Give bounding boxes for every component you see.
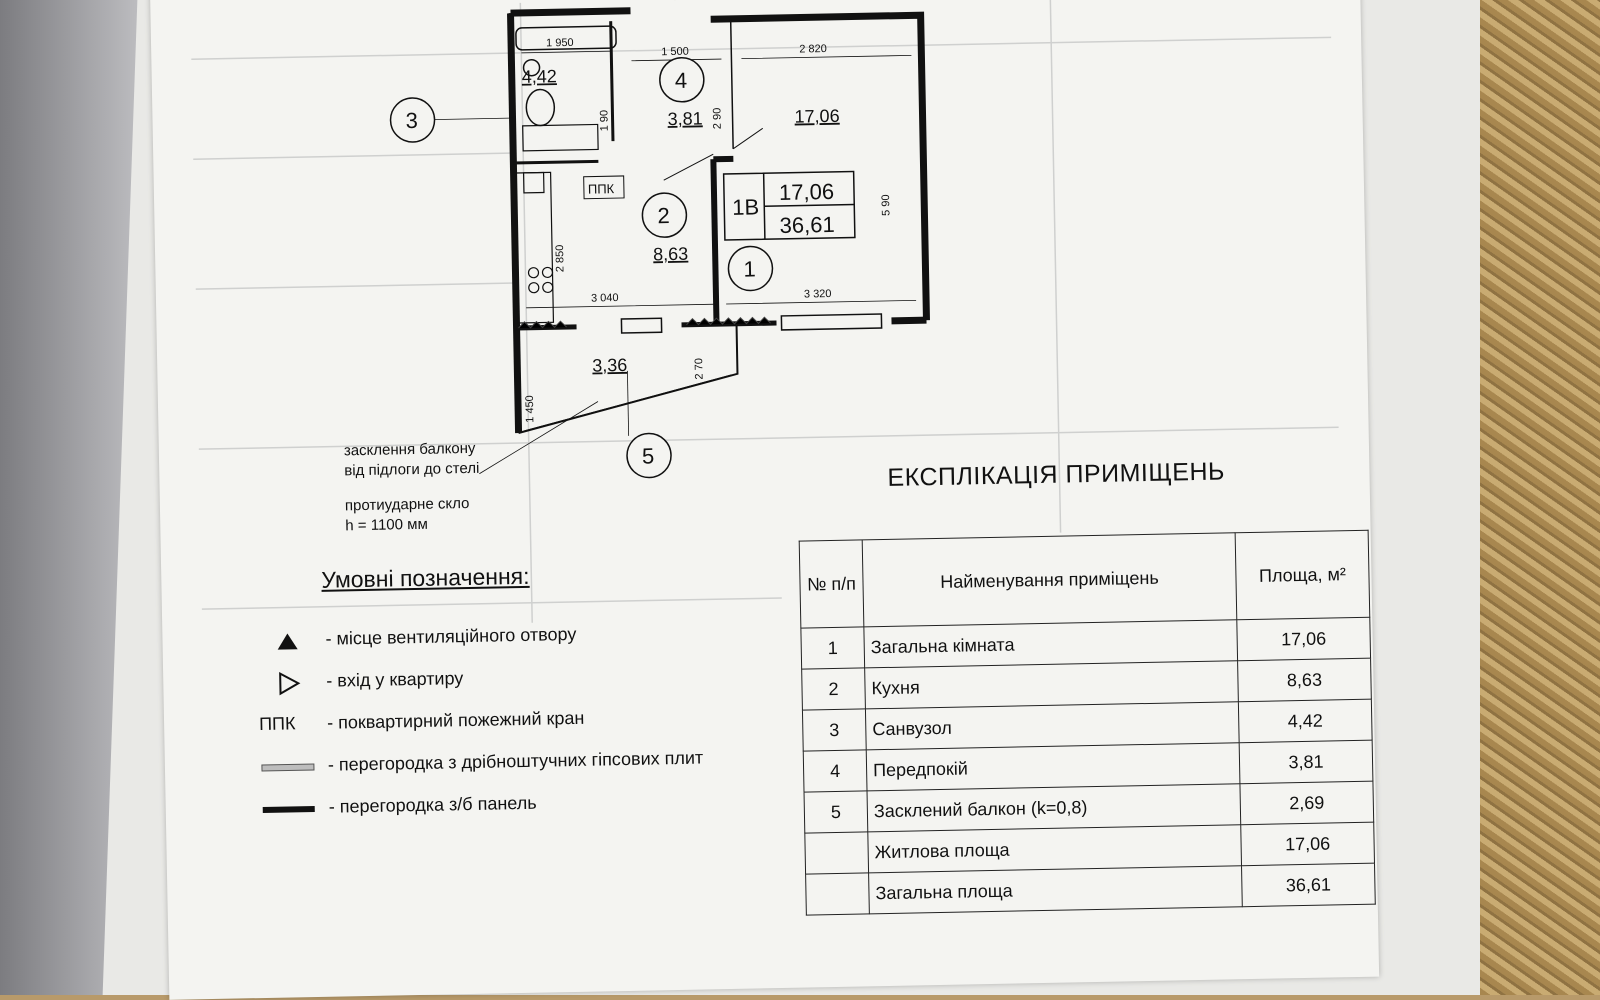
dim-1500: 1 500 <box>661 45 689 59</box>
glazing-note-line-2: від підлоги до стелі <box>344 459 480 480</box>
header-area: Площа, м² <box>1235 530 1370 620</box>
room-area-5: 3,36 <box>592 354 628 376</box>
row-area: 2,69 <box>1240 781 1374 825</box>
triangle-up-icon <box>257 629 317 654</box>
room-callout-4: 4 <box>674 67 688 93</box>
row-num: 3 <box>802 709 866 751</box>
dim-1450: 1 450 <box>523 395 537 423</box>
unit-type: 1В <box>732 194 760 220</box>
carpet-background <box>1480 0 1600 995</box>
room-callout-1: 1 <box>743 256 756 282</box>
dim-2850: 2 850 <box>553 244 567 273</box>
glass-note-line-2: h = 1100 мм <box>345 515 428 535</box>
room-area-2: 8,63 <box>652 243 689 265</box>
dim-3040: 3 040 <box>590 292 619 305</box>
unit-living-area: 17,06 <box>778 178 835 205</box>
row-num: 2 <box>802 668 866 710</box>
row-name: Загальна кімната <box>864 620 1238 668</box>
floor-plan-sheet <box>150 0 1379 1000</box>
dim-2820: 2 820 <box>799 43 827 56</box>
glazing-note <box>344 439 480 482</box>
room-area-3: 4,42 <box>521 66 557 87</box>
legend-text-gypsum: - перегородка з дрібноштучних гіпсових плит <box>327 747 704 775</box>
row-area: 17,06 <box>1237 617 1371 661</box>
row-area: 3,81 <box>1239 740 1373 784</box>
thin-partition-icon <box>260 755 320 780</box>
total-area-value: 36,61 <box>1242 863 1376 907</box>
room-area-4: 3,81 <box>667 108 703 130</box>
row-name: Передпокій <box>866 743 1240 791</box>
dim-590: 5 90 <box>880 194 893 217</box>
dim-270: 2 70 <box>693 357 706 380</box>
glass-note-line-1: протиударне скло <box>344 494 470 515</box>
row-area: 4,42 <box>1238 699 1372 743</box>
legend-text-entry: - вхід у квартиру <box>326 668 464 691</box>
explication-title: ЕКСПЛІКАЦІЯ ПРИМІЩЕНЬ <box>887 457 1226 492</box>
room-callout-3: 3 <box>405 107 419 134</box>
glazing-note-line-1: засклення балкону <box>343 439 476 460</box>
room-callout-2: 2 <box>657 203 670 229</box>
living-area-label: Житлова площа <box>868 825 1242 873</box>
row-name: Засклений балкон (k=0,8) <box>867 784 1241 832</box>
unit-total-area: 36,61 <box>779 211 835 238</box>
triangle-right-icon <box>258 671 318 696</box>
dim-190: 1 90 <box>598 109 611 132</box>
total-area-label: Загальна площа <box>869 866 1243 914</box>
row-num: 5 <box>804 791 868 833</box>
dim-3320: 3 320 <box>803 287 832 301</box>
living-area-value: 17,06 <box>1241 822 1375 866</box>
row-name: Кухня <box>865 661 1239 709</box>
room-area-1: 17,06 <box>794 105 840 127</box>
header-name: Найменування приміщень <box>862 533 1237 627</box>
explication-table <box>799 530 1376 916</box>
legend-text-ppk: - поквартирний пожежний кран <box>326 707 585 733</box>
explication-header-row <box>799 530 1370 628</box>
row-name: Санвузол <box>865 702 1239 750</box>
row-area: 8,63 <box>1238 658 1372 702</box>
room-callout-5: 5 <box>641 443 655 469</box>
row-num: 1 <box>801 627 865 669</box>
header-num: № п/п <box>799 540 864 628</box>
thick-partition-icon <box>261 797 321 822</box>
legend-title: Умовні позначення: <box>321 562 530 593</box>
legend-text-vent: - місце вентиляційного отвору <box>325 623 577 649</box>
row-num: 4 <box>803 750 867 792</box>
glass-note <box>345 494 470 536</box>
legend-text-concrete: - перегородка з/б панель <box>328 792 537 817</box>
legend-symbol-ppk: ППК <box>258 713 296 735</box>
ppk-label: ППК <box>587 181 615 197</box>
dim-1950: 1 950 <box>545 36 574 50</box>
dim-290: 2 90 <box>711 107 724 130</box>
